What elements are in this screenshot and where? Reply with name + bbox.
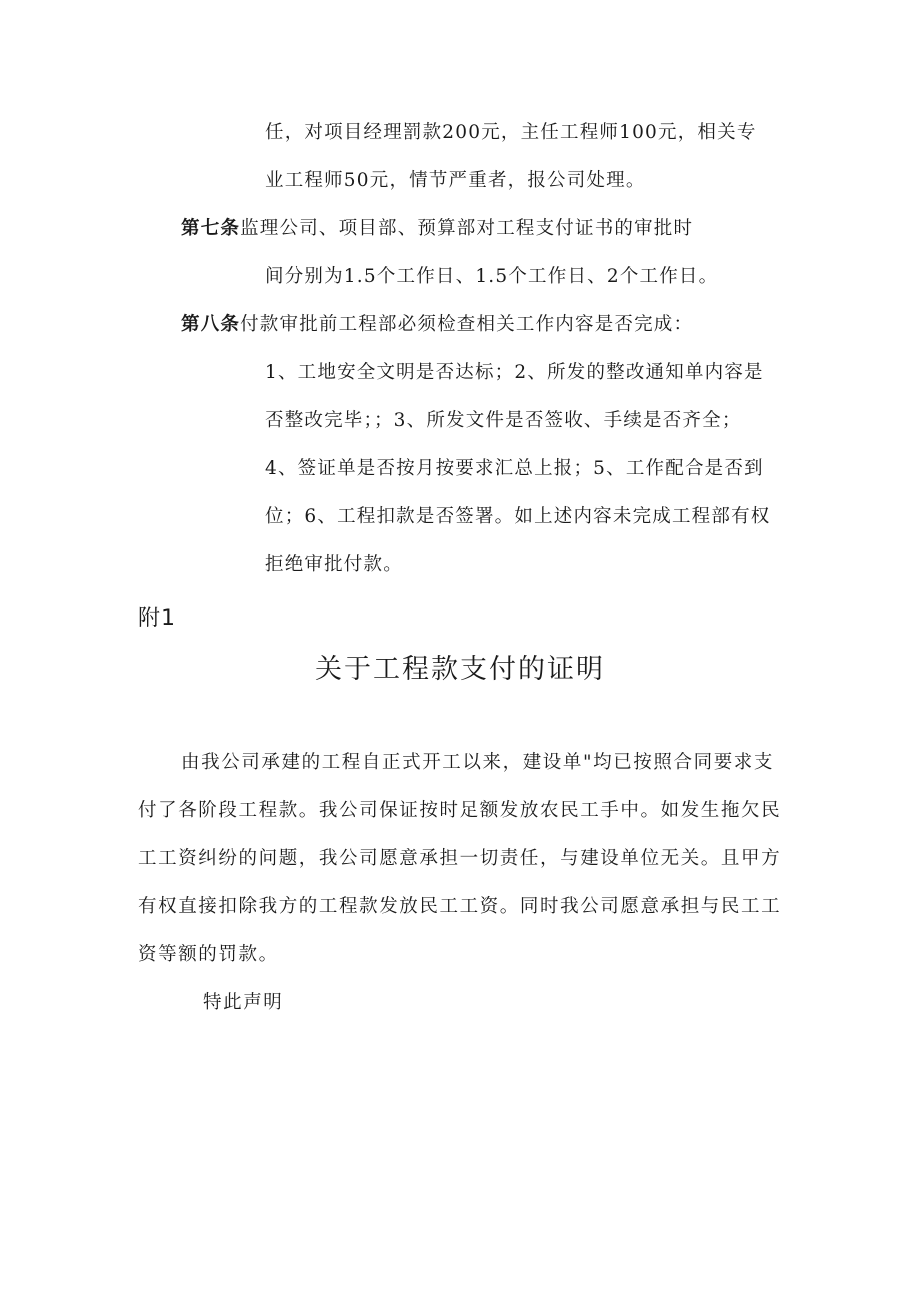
rules-continued-line-2: 业工程师50元，情节严重者，报公司处理。 [265,170,646,191]
attachment-label: 附1 [138,606,176,631]
article-8-item-line: 1、工地安全文明是否达标；2、所发的整改通知单内容是 [265,362,764,383]
certificate-paragraph-line: 付了各阶段工程款。我公司保证按时足额发放农民工手中。如发生拖欠民 [138,800,782,821]
article-8-label: 第八条 [181,314,241,335]
article-8-item-line: 位；6、工程扣款是否签署。如上述内容未完成工程部有权 [265,506,771,527]
article-8-item-line: 拒绝审批付款。 [265,554,403,575]
rules-continued-line-1: 任，对项目经理罰款200元，主任工程师100元，相关专 [265,122,757,143]
article-8-line-1 [181,316,693,335]
certificate-paragraph-line: 由我公司承建的工程自正式开工以来，建设单"均已按照合同要求支 [181,752,775,773]
certificate-closing: 特此声明 [203,992,284,1013]
certificate-paragraph-line: 有权直接扣除我方的工程款发放民工工资。同时我公司愿意承担与民工工 [138,896,782,917]
article-8-item-line: 否整改完毕；；3、所发文件是否签收、手续是否齐全； [265,410,742,431]
article-8-text-line-1: 付款审批前工程部必须检查相关工作内容是否完成： [240,314,694,335]
certificate-title: 关于工程款支付的证明 [315,654,605,685]
article-7-text-line-1: 监理公司、项目部、预算部对工程支付证书的审批时 [240,218,694,239]
certificate-paragraph-line: 资等额的罚款。 [138,944,279,965]
article-7-label: 第七条 [181,218,241,239]
certificate-paragraph-line: 工工资纠纷的问题，我公司愿意承担一切责任，与建设单位无关。且甲方 [138,848,782,869]
article-7-text-line-2: 间分别为1.5个工作日、1.5个工作日、2个工作日。 [265,266,719,287]
article-7-line-1 [181,220,693,239]
article-8-item-line: 4、签证单是否按月按要求汇总上报；5、工作配合是否到 [265,458,764,479]
